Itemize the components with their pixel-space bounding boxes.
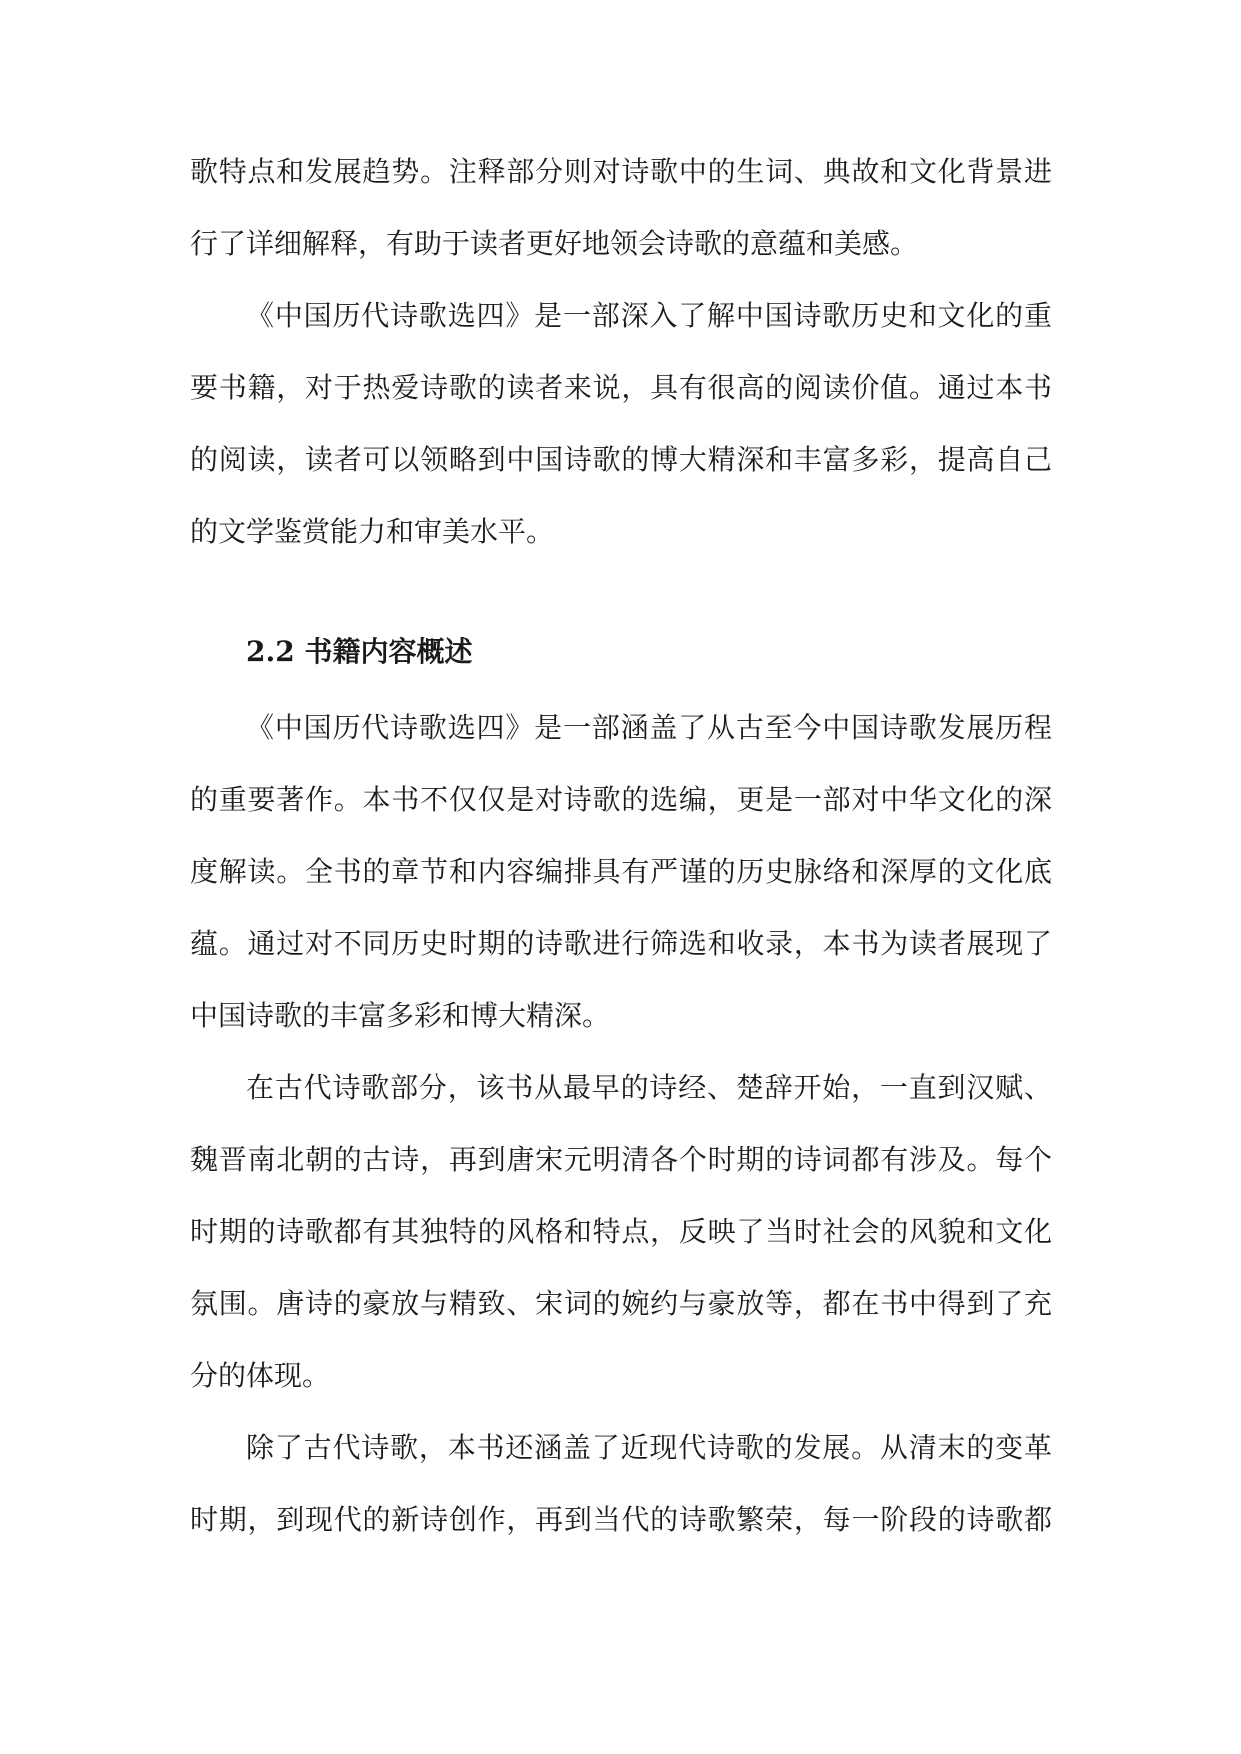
section-heading: 2.2 书籍内容概述 — [246, 635, 473, 668]
paragraph-4-line-5: 分的体现。 — [190, 1359, 331, 1392]
paragraph-4-line-4: 氛围。唐诗的豪放与精致、宋词的婉约与豪放等，都在书中得到了充 — [190, 1287, 1052, 1320]
paragraph-4-line-3: 时期的诗歌都有其独特的风格和特点，反映了当时社会的风貌和文化 — [190, 1215, 1052, 1248]
paragraph-1-line-2: 行了详细解释，有助于读者更好地领会诗歌的意蕴和美感。 — [190, 227, 919, 260]
paragraph-3-line-1: 《中国历代诗歌选四》是一部涵盖了从古至今中国诗歌发展历程 — [246, 711, 1052, 744]
paragraph-3-line-3: 度解读。全书的章节和内容编排具有严谨的历史脉络和深厚的文化底 — [190, 855, 1052, 888]
paragraph-5-line-1: 除了古代诗歌，本书还涵盖了近现代诗歌的发展。从清末的变革 — [246, 1431, 1052, 1464]
paragraph-1-line-1: 歌特点和发展趋势。注释部分则对诗歌中的生词、典故和文化背景进 — [190, 155, 1052, 188]
paragraph-3-line-4: 蕴。通过对不同历史时期的诗歌进行筛选和收录，本书为读者展现了 — [190, 927, 1052, 960]
paragraph-4-line-2: 魏晋南北朝的古诗，再到唐宋元明清各个时期的诗词都有涉及。每个 — [190, 1143, 1052, 1176]
paragraph-3-line-2: 的重要著作。本书不仅仅是对诗歌的选编，更是一部对中华文化的深 — [190, 783, 1052, 816]
paragraph-4-line-1: 在古代诗歌部分，该书从最早的诗经、楚辞开始，一直到汉赋、 — [246, 1071, 1052, 1104]
paragraph-2-line-2: 要书籍，对于热爱诗歌的读者来说，具有很高的阅读价值。通过本书 — [190, 371, 1052, 404]
paragraph-3-line-5: 中国诗歌的丰富多彩和博大精深。 — [190, 999, 611, 1032]
paragraph-5-line-2: 时期，到现代的新诗创作，再到当代的诗歌繁荣，每一阶段的诗歌都 — [190, 1503, 1052, 1536]
paragraph-2-line-4: 的文学鉴赏能力和审美水平。 — [190, 515, 555, 548]
paragraph-2-line-3: 的阅读，读者可以领略到中国诗歌的博大精深和丰富多彩，提高自己 — [190, 443, 1052, 476]
paragraph-2-line-1: 《中国历代诗歌选四》是一部深入了解中国诗歌历史和文化的重 — [246, 299, 1052, 332]
